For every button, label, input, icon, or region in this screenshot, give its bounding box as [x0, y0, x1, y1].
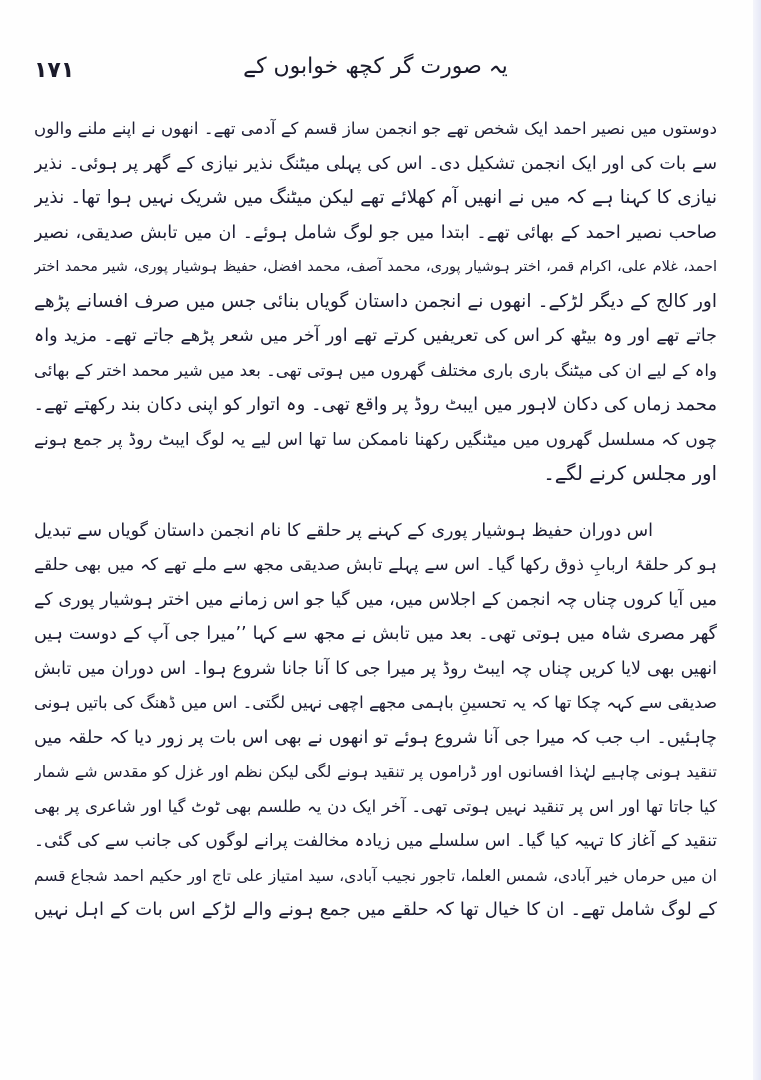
text-line: ہو کر حلقۂ اربابِ ذوق رکھا گیا۔ اس سے پہلے تابش صدیقی مجھ سے ملے تھے کہ میں بھی حلقے: [34, 555, 717, 575]
paragraph-1: [34, 112, 717, 492]
text-line: انھیں بھی لایا کریں چناں چہ ایبٹ روڈ پر میرا جی کا آنا جانا شروع ہوا۔ اس دوران میں تابش: [34, 658, 717, 679]
page-header: [34, 50, 717, 90]
text-line: دوستوں میں نصیر احمد ایک شخص تھے جو انجمن ساز قسم کے آدمی تھے۔ انھوں نے اپنے ملنے والوں: [34, 119, 717, 138]
text-line: صدیقی سے کہہ چکا تھا کہ یہ تحسینِ باہمی مجھے اچھی نہیں لگتی۔ اس میں ڈھنگ کی باتیں ہونی: [34, 693, 717, 712]
text-line: اس دوران حفیظ ہوشیار پوری کے کہنے پر حلقے کا نام انجمن داستان گویاں سے تبدیل: [34, 520, 653, 541]
text-line: ان میں حرماں خیر آبادی، شمس العلما، تاجور نجیب آبادی، سید امتیاز علی تاج اور حکیم احمد شجاع قسم: [34, 866, 717, 885]
text-line: تنقید ہونی چاہیے لہٰذا افسانوں اور ڈراموں پر تنقید ہونے لگی لیکن نظم اور غزل کو مقدس شے شمار: [34, 762, 717, 781]
text-line: میں آیا کروں چناں چہ انجمن کے اجلاس میں، میں گیا جو اس زمانے میں اختر ہوشیار پوری کے: [34, 589, 717, 610]
text-line: جاتے تھے اور وہ بیٹھ کر اس کی تعریفیں کرتے تھے اور آخر میں شعر پڑھے جاتے تھے۔ مزید واہ: [34, 326, 717, 346]
text-line: اور مجلس کرنے لگے۔: [543, 462, 717, 485]
page-edge-shadow: [753, 0, 761, 1080]
text-line: کیا جاتا تھا اور اس پر تنقید نہیں ہوتی تھی۔ آخر ایک دن یہ طلسم بھی ٹوٹ گیا اور شاعری پر بھی: [34, 796, 717, 816]
text-line: احمد، غلام علی، اکرام قمر، اختر ہوشیار پوری، محمد آصف، محمد افضل، حفیظ ہوشیار پوری، شیر محمد اختر: [34, 259, 717, 275]
text-line: صاحب نصیر احمد کے بھائی تھے۔ ابتدا میں جو لوگ شامل ہوئے۔ ان میں تابش صدیقی، نصیر: [34, 222, 717, 243]
paragraph-gap: [34, 492, 717, 514]
paragraph-2: [34, 514, 717, 928]
text-line: گھر مصری شاہ میں ہوتی تھی۔ بعد میں تابش نے مجھ سے کہا ’’میرا جی آپ کے دوست ہیں: [34, 624, 717, 644]
text-line: واہ کے لیے ان کی میٹنگ باری باری مختلف گھروں میں ہوتی تھی۔ بعد میں شیر محمد اختر کے بھائی: [34, 360, 717, 380]
text-line: چاہئیں۔ اب جب کہ میرا جی آنا شروع ہوئے تو انھوں نے بھی اس بات پر زور دیا کہ حلقہ میں: [34, 727, 717, 748]
text-line: سے بات کی اور ایک انجمن تشکیل دی۔ اس کی پہلی میٹنگ نذیر نیازی کے گھر پر ہوئی۔ نذیر: [34, 153, 717, 174]
text-line: چوں کہ مسلسل گھروں میں میٹنگیں رکھنا ناممکن سا تھا اس لیے یہ لوگ ایبٹ روڈ پر جمع ہونے: [34, 429, 717, 450]
body-text: [34, 112, 717, 928]
page-number: ۱۷۱: [34, 58, 75, 83]
text-line: محمد زماں کی دکان لاہور میں ایبٹ روڈ پر واقع تھی۔ وہ اتوار کو اپنی دکان بند رکھتے تھے۔: [34, 394, 717, 415]
text-line: تنقید کے آغاز کا تہیہ کیا گیا۔ اس سلسلے میں زیادہ مخالفت پرانے لوگوں کی جانب سے کی گئی۔: [34, 831, 717, 851]
text-line: کے لوگ شامل تھے۔ ان کا خیال تھا کہ حلقے میں جمع ہونے والے لڑکے اس بات کے اہل نہیں: [34, 899, 717, 920]
text-line: نیازی کا کہنا ہے کہ میں نے انھیں آم کھلائے تھے لیکن میٹنگ میں شریک نہیں ہوا تھا۔ نذیر: [34, 187, 717, 208]
running-title: یہ صورت گر کچھ خوابوں کے: [243, 54, 508, 79]
text-line: اور کالج کے دیگر لڑکے۔ انھوں نے انجمن داستان گویاں بنائی جس میں صرف افسانے پڑھے: [34, 290, 717, 312]
